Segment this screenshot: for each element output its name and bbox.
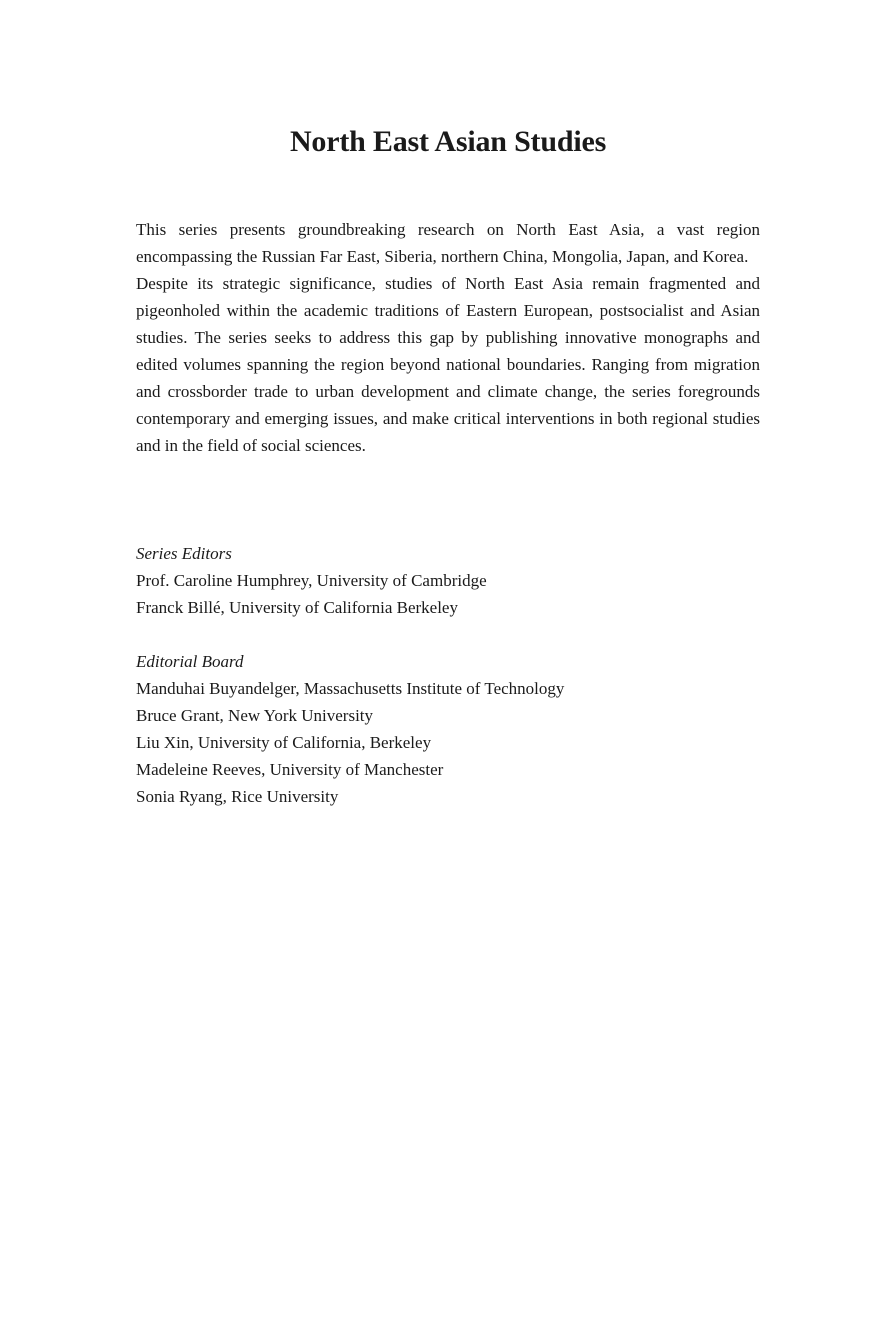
series-editors-section [136,540,760,621]
board-member-entry: Manduhai Buyandelger, Massachusetts Institute of Technology [136,679,565,698]
page-title: North East Asian Studies [289,125,607,158]
board-member-entry: Madeleine Reeves, University of Manchester [136,760,444,779]
board-member-entry: Liu Xin, University of California, Berkeley [136,733,432,752]
description-paragraph: Despite its strategic significance, studies of North East Asia remain fragmented and pigeonholed within the academic traditions of Eastern European, postsocialist and Asian studies. The series seeks to address this gap by publishing innovative monographs and edited volumes spanning the region beyond national boundaries. Ranging from migration and crossborder trade to urban development and climate change, the series foregrounds contemporary and emerging issues, and make critical interventions in both regional studies and in the field of social sciences. [136,274,760,455]
editor-entry: Franck Billé, University of California Berkeley [136,598,458,617]
board-member-entry: Bruce Grant, New York University [136,706,374,725]
series-description [136,216,760,459]
series-editors-heading: Series Editors [136,544,232,563]
editorial-board-heading: Editorial Board [136,652,244,671]
board-member-entry: Sonia Ryang, Rice University [136,787,339,806]
editor-entry: Prof. Caroline Humphrey, University of Cambridge [136,571,487,590]
description-paragraph: This series presents groundbreaking research on North East Asia, a vast region encompassing the Russian Far East, Siberia, northern China, Mongolia, Japan, and Korea. [136,220,760,266]
editorial-board-section [136,648,760,810]
